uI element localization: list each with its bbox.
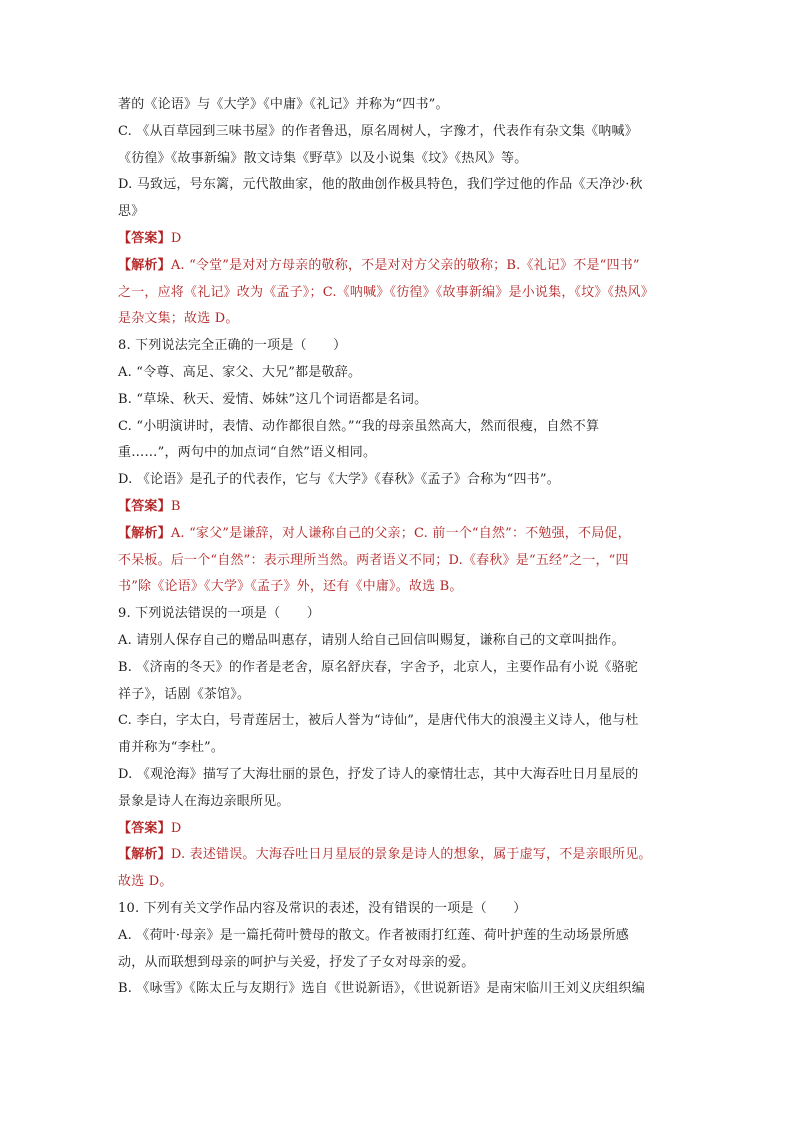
text-line [118, 869, 688, 896]
line-text: A. 请别人保存自己的赠品叫惠存，请别人给自己回信叫赐复，谦称自己的文章叫拙作。 [118, 632, 625, 648]
text-line [118, 735, 688, 762]
text-line [118, 440, 688, 467]
text-line [118, 789, 688, 816]
text-line [118, 414, 688, 441]
line-text: D. 表述错误。大海吞吐日月星辰的景象是诗人的想象，属于虚写，不是亲眼所见。 [170, 847, 652, 863]
document-page [118, 92, 688, 1003]
line-text: 书”除《论语》《大学》《孟子》外，还有《中庸》。故选 B。 [118, 579, 463, 595]
line-text: 是杂文集；故选 D。 [118, 311, 239, 327]
line-text: 不呆板。后一个“自然”：表示理所当然。两者语义不同；D.《春秋》是“五经”之一，“四 [118, 552, 629, 568]
answer-tag: 【解析】 [118, 847, 171, 863]
text-line [118, 976, 688, 1003]
text-line [118, 521, 688, 548]
answer-tag: 【解析】 [118, 257, 171, 273]
text-line [118, 387, 688, 414]
text-line [118, 92, 688, 119]
text-line [118, 306, 688, 333]
line-text: 重……”，两句中的加点词“自然”语义相同。 [118, 445, 377, 461]
line-text: B [170, 498, 181, 514]
answer-tag: 【解析】 [118, 525, 171, 541]
line-text: B. 《咏雪》《陈太丘与友期行》选自《世说新语》，《世说新语》是南宋临川王刘义庆组织编 [118, 981, 645, 997]
text-line [118, 253, 688, 280]
line-text: D [170, 820, 182, 836]
text-line [118, 494, 688, 521]
text-line [118, 708, 688, 735]
line-text: 之一，应将《礼记》改为《孟子》；C.《呐喊》《彷徨》《故事新编》是小说集，《坟》《热风》 [118, 284, 654, 300]
line-text: C. 李白，字太白，号青莲居士，被后人誉为“诗仙”，是唐代伟大的浪漫主义诗人，他与杜 [118, 713, 639, 729]
text-line [118, 601, 688, 628]
line-text: C. “小明演讲时，表情、动作都很自然。”“我的母亲虽然高大，然而很瘦，自然不算 [118, 418, 600, 434]
line-text: 景象是诗人在海边亲眼所见。 [118, 793, 290, 809]
text-line [118, 950, 688, 977]
line-text: D. 马致远，号东篱，元代散曲家，他的散曲创作极具特色，我们学过他的作品《天净沙·秋 [118, 177, 643, 193]
answer-tag: 【答案】 [118, 498, 171, 514]
line-text: 思》 [118, 204, 145, 220]
line-text: 9. 下列说法错误的一项是（ ） [118, 606, 320, 622]
text-line [118, 842, 688, 869]
text-line [118, 816, 688, 843]
text-line [118, 628, 688, 655]
line-text: C. 《从百草园到三味书屋》的作者鲁迅，原名周树人，字豫才，代表作有杂文集《呐喊》 [118, 123, 638, 139]
line-text: D [170, 230, 182, 246]
line-text: 甫并称为“李杜”。 [118, 740, 225, 756]
line-text: D. 《论语》是孔子的代表作，它与《大学》《春秋》《孟子》合称为“四书”。 [118, 472, 560, 488]
text-line [118, 360, 688, 387]
line-text: 8. 下列说法完全正确的一项是（ ） [118, 338, 347, 354]
text-line [118, 896, 688, 923]
text-line [118, 762, 688, 789]
line-text: 《彷徨》《故事新编》散文诗集《野草》以及小说集《坟》《热风》等。 [118, 150, 528, 166]
line-text: D. 《观沧海》描写了大海壮丽的景色，抒发了诗人的豪情壮志，其中大海吞吐日月星辰的 [118, 766, 639, 782]
text-line [118, 119, 688, 146]
line-text: B. 《济南的冬天》的作者是老舍，原名舒庆春，字舍予，北京人，主要作品有小说《骆驼 [118, 659, 639, 675]
answer-tag: 【答案】 [118, 230, 171, 246]
line-text: 故选 D。 [118, 874, 173, 890]
text-line [118, 199, 688, 226]
line-text: 著的《论语》与《大学》《中庸》《礼记》并称为“四书”。 [118, 97, 449, 112]
text-line [118, 548, 688, 575]
text-line [118, 574, 688, 601]
text-line [118, 923, 688, 950]
answer-tag: 【答案】 [118, 820, 171, 836]
line-text: 10. 下列有关文学作品内容及常识的表述，没有错误的一项是（ ） [118, 900, 527, 916]
text-line [118, 655, 688, 682]
text-line [118, 467, 688, 494]
line-text: B. “草垛、秋天、爱情、姊妹”这几个词语都是名词。 [118, 391, 428, 407]
line-text: A. 《荷叶·母亲》是一篇托荷叶赞母的散文。作者被雨打红莲、荷叶护莲的生动场景所感 [118, 927, 629, 943]
text-line [118, 226, 688, 253]
line-text: 祥子》，话剧《茶馆》。 [118, 686, 251, 702]
text-line [118, 333, 688, 360]
text-line [118, 280, 688, 307]
line-text: 动，从而联想到母亲的呵护与关爱，抒发了子女对母亲的爱。 [118, 954, 475, 970]
text-line [118, 682, 688, 709]
text-line [118, 172, 688, 199]
line-text: A. “家父”是谦辞，对人谦称自己的父亲；C. 前一个“自然”：不勉强，不局促， [170, 525, 631, 541]
line-text: A. “令堂”是对对方母亲的敬称，不是对对方父亲的敬称；B.《礼记》不是“四书” [170, 257, 640, 273]
line-text: A. “令尊、高足、家父、大兄”都是敬辞。 [118, 364, 362, 380]
text-line [118, 146, 688, 173]
